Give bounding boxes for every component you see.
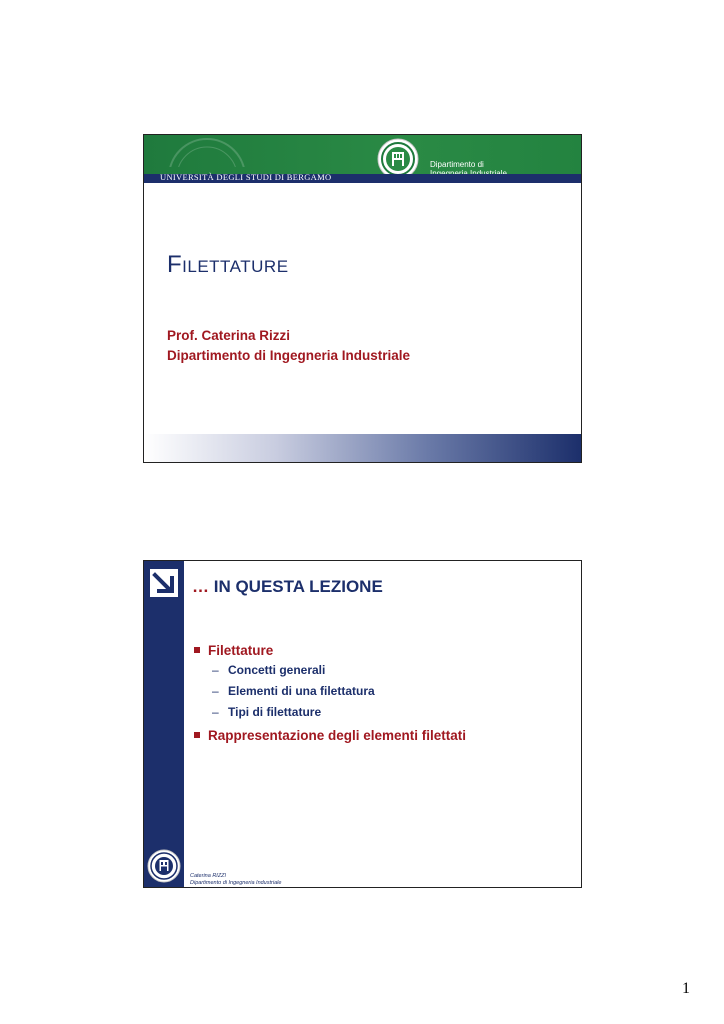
slide-caption: [190, 873, 281, 887]
bullet-label: Rappresentazione degli elementi filettati: [208, 728, 467, 743]
sub-bullet-label: Concetti generali: [228, 663, 326, 677]
footer-gradient-bar: [144, 434, 581, 462]
author-affiliation: Dipartimento di Ingegneria Industriale: [167, 348, 411, 363]
dash-icon: –: [212, 684, 219, 698]
slide-title: Filettature: [167, 251, 289, 278]
lesson-title: [192, 577, 383, 597]
department-line1: Dipartimento di: [430, 160, 484, 169]
watermark-seal-icon: [152, 137, 262, 167]
caption-author: Caterina RIZZI: [190, 873, 227, 879]
title-slide: [143, 134, 582, 463]
author-name: Prof. Caterina Rizzi: [167, 328, 291, 343]
page-number: 1: [682, 980, 690, 997]
lesson-title-dots: …: [192, 577, 209, 596]
square-bullet-icon: [194, 647, 200, 653]
square-bullet-icon: [194, 732, 200, 738]
side-bar: [144, 561, 184, 887]
sub-bullet-label: Elementi di una filettatura: [228, 684, 375, 698]
header-banner: [144, 135, 581, 183]
bullet-item: [194, 726, 574, 745]
lesson-title-text: IN QUESTA LEZIONE: [213, 577, 383, 596]
dash-icon: –: [212, 705, 219, 719]
arrow-down-right-icon: [150, 569, 178, 597]
bullet-item: [194, 641, 574, 660]
sub-bullet-item: [194, 660, 574, 681]
bullet-label: Filettature: [208, 643, 274, 658]
sub-bullet-item: [194, 702, 574, 723]
bullet-list: [194, 641, 574, 745]
dash-icon: –: [212, 663, 219, 677]
caption-department: Dipartimento di Ingegneria Industriale: [190, 880, 282, 886]
sub-bullet-item: [194, 681, 574, 702]
sub-bullet-label: Tipi di filettature: [228, 705, 322, 719]
author-block: [167, 326, 410, 366]
content-slide: [143, 560, 582, 888]
university-name: UNIVERSITÀ DEGLI STUDI DI BERGAMO: [160, 172, 332, 182]
university-seal-icon: [147, 849, 181, 883]
